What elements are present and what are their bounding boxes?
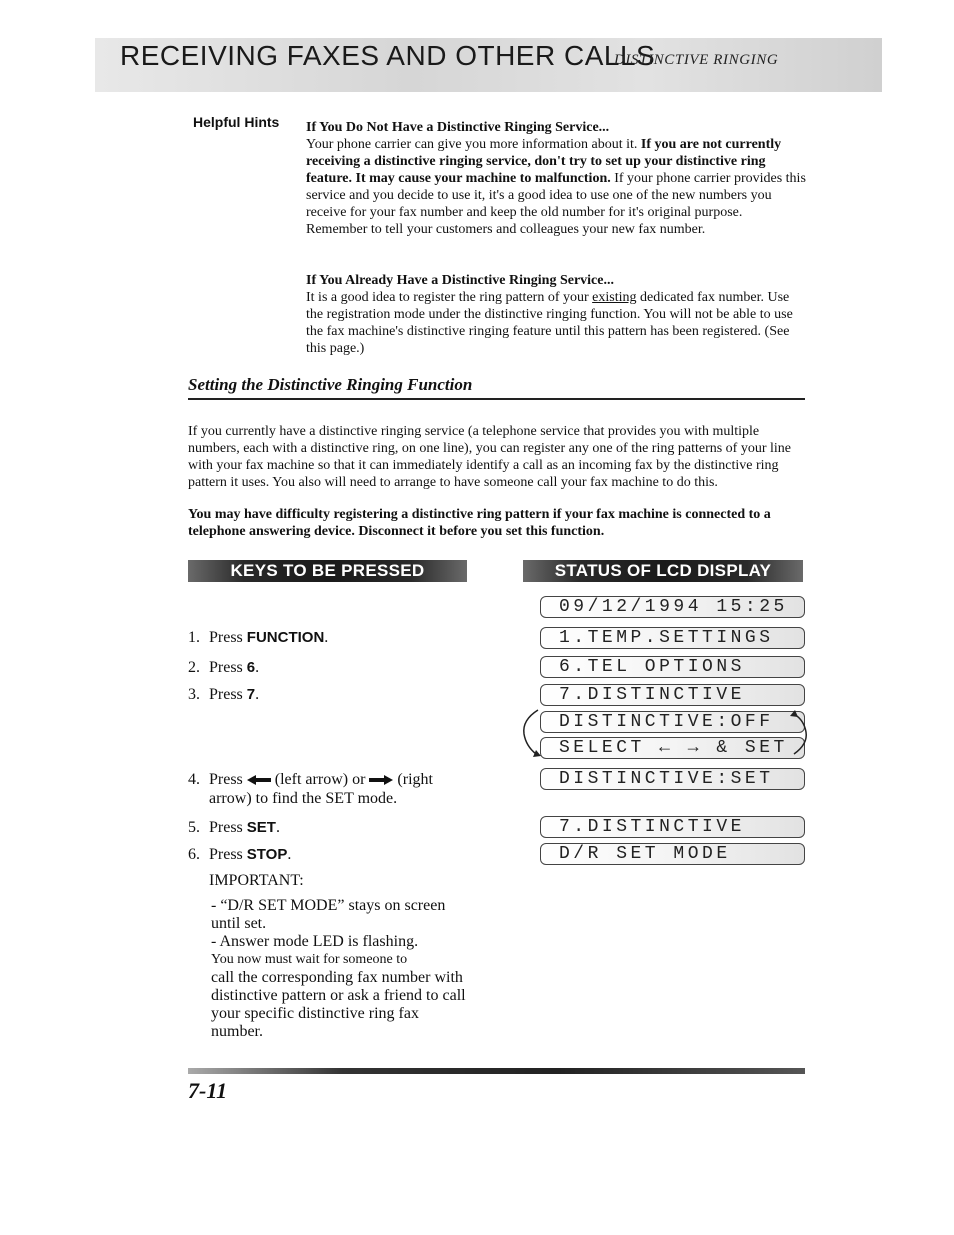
important-label: IMPORTANT: bbox=[209, 872, 304, 889]
keys-column-header: KEYS TO BE PRESSED bbox=[188, 560, 467, 582]
lcd-display-distinctive-2: 7.DISTINCTIVE bbox=[540, 816, 805, 838]
lcd-display-tel-options: 6.TEL OPTIONS bbox=[540, 656, 805, 678]
step-2: 2. Press 6. bbox=[188, 659, 260, 676]
important-note-3-rest: call the corresponding fax number with distinctive pattern or ask a friend to call your specific distinctive ring fax number. bbox=[211, 969, 466, 1040]
section-intro-text: If you currently have a distinctive ringing service (a telephone service that provides you with multiple numbers, each with a distinctive ring, on one line), you can register any one of the ring patterns of your line with your fax machine so that it can immediately identify a call as an incoming fax by the distinctive ring pattern it uses. You also will need to arrange to have someone call your fax machine to do this. bbox=[188, 424, 791, 490]
hint-block-have-service bbox=[306, 272, 806, 357]
key-stop: STOP bbox=[246, 846, 288, 863]
hint-heading-have-service: If You Already Have a Distinctive Ringing Service... bbox=[306, 273, 614, 288]
lcd-display-distinctive: 7.DISTINCTIVE bbox=[540, 684, 805, 706]
section-intro bbox=[188, 423, 805, 491]
section-warning: You may have difficulty registering a distinctive ring pattern if your fax machine is connected to a telephone answering device. Disconnect it before you set this function. bbox=[188, 507, 771, 539]
step-1: 1. Press FUNCTION. bbox=[188, 629, 329, 646]
important-note-1: - “D/R SET MODE” stays on screen until set. bbox=[211, 897, 446, 932]
key-7: 7 bbox=[246, 686, 256, 703]
step-5: 5. Press SET. bbox=[188, 819, 280, 836]
hint-block-no-service bbox=[306, 119, 806, 238]
lcd-display-temp-settings: 1.TEMP.SETTINGS bbox=[540, 627, 805, 649]
hint-text-plain-1: Your phone carrier can give you more information about it. bbox=[306, 137, 641, 152]
alternating-arrow-right-icon bbox=[788, 706, 812, 760]
step-4-continued: arrow) to find the SET mode. bbox=[209, 790, 398, 807]
footer-rule bbox=[188, 1068, 805, 1074]
important-note-2: - Answer mode LED is flashing. bbox=[211, 933, 419, 950]
section-title: Setting the Distinctive Ringing Function bbox=[188, 375, 473, 394]
hint-text-part-1: It is a good idea to register the ring pattern of your bbox=[306, 290, 593, 305]
lcd-display-select-set: SELECT ← → & SET bbox=[540, 737, 805, 759]
chapter-title: RECEIVING FAXES AND OTHER CALLS bbox=[120, 40, 656, 71]
lcd-display-dr-set-mode: D/R SET MODE bbox=[540, 843, 805, 865]
helpful-hints-label: Helpful Hints bbox=[193, 114, 280, 130]
page-number: 7-11 bbox=[188, 1078, 228, 1103]
key-function: FUNCTION bbox=[246, 629, 325, 646]
step-3: 3. Press 7. bbox=[188, 686, 260, 703]
hint-text-underlined: existing bbox=[592, 290, 637, 305]
section-rule bbox=[188, 398, 805, 400]
key-6: 6 bbox=[246, 659, 256, 676]
status-column-header: STATUS OF LCD DISPLAY bbox=[523, 560, 803, 582]
lcd-display-distinctive-set: DISTINCTIVE:SET bbox=[540, 768, 805, 790]
left-arrow-icon bbox=[247, 775, 271, 785]
important-notes bbox=[211, 897, 473, 1041]
hint-text-have-service bbox=[306, 289, 806, 357]
hint-text-plain-2: If your phone carrier provides this service and you decide to use it, it's a good idea to use one of the new numbers you receive for your fax number and keep the old number for it's original purpose. Remember to tell your customers and colleagues your new fax number. bbox=[306, 171, 806, 237]
alternating-arrow-left-icon bbox=[518, 706, 542, 760]
lcd-display-distinctive-off: DISTINCTIVE:OFF bbox=[540, 711, 805, 733]
lcd-display-date: 09/12/1994 15:25 bbox=[540, 596, 805, 618]
hint-heading-no-service: If You Do Not Have a Distinctive Ringing Service... bbox=[306, 120, 610, 135]
hint-text-part-2: dedicated fax number. Use the registration mode under the distinctive ringing function. You will not be able to use the fax machine's distinctive ringing feature until this pattern has been registered. (See this page.) bbox=[306, 290, 793, 356]
right-arrow-icon bbox=[369, 775, 393, 785]
chapter-subtitle: DISTINCTIVE RINGING bbox=[614, 52, 779, 68]
step-6: 6. Press STOP. bbox=[188, 846, 292, 863]
hint-text-no-service bbox=[306, 136, 806, 238]
important-note-3-start: You now must wait for someone to bbox=[211, 952, 408, 967]
key-set: SET bbox=[246, 819, 276, 836]
hint-text-bold: If you are not currently receiving a distinctive ringing service, don't try to set up your distinctive ring feature. It may cause your machine to malfunction. bbox=[306, 137, 782, 186]
step-4: 4. Press (left arrow) or (right bbox=[188, 771, 433, 788]
